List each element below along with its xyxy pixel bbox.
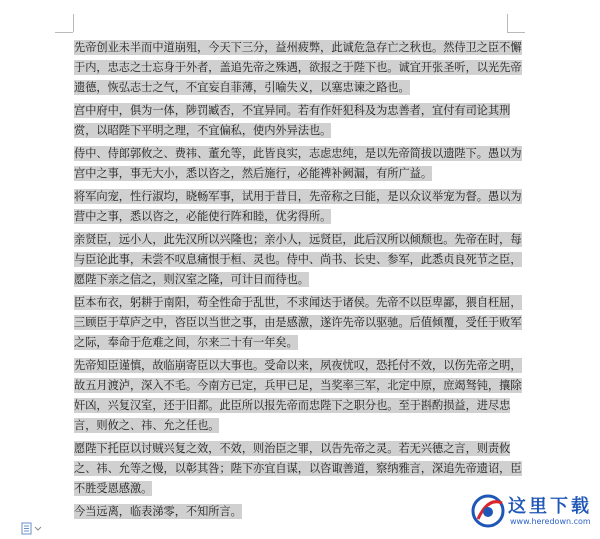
site-watermark — [470, 490, 595, 532]
page-layout-icon[interactable] — [21, 520, 51, 533]
watermark-name: 这里下载 — [508, 496, 592, 517]
paragraph[interactable] — [74, 230, 524, 290]
watermark-url: www.heredown.com — [510, 517, 591, 526]
paragraph-text[interactable]: 先帝创业未半而中道崩殂，今天下三分，益州疲弊，此诚危急存亡之秋也。然侍卫之臣不懈于内，忠志之士忘身于外者，盖追先帝之殊遇，欲报之于陛下也。诚宜开张圣听，以光先帝遗德，恢弘志士之气，不宜妄自菲薄，引喻失义，以塞忠谏之路也。 — [74, 41, 522, 94]
paragraph[interactable] — [74, 144, 524, 184]
paragraph[interactable] — [74, 502, 524, 522]
paragraph[interactable] — [74, 439, 524, 499]
document-body[interactable] — [74, 38, 524, 525]
paragraph-text[interactable]: 先帝知臣谨慎，故临崩寄臣以大事也。受命以来，夙夜忧叹，恐托付不效，以伤先帝之明，故五月渡泸，深入不毛。今南方已定，兵甲已足，当奖率三军，北定中原，庶竭驽钝，攘除奸凶，兴复汉室，还于旧都。此臣所以报先帝而忠陛下之职分也。至于斟酌损益，进尽忠言，则攸之、祎、允之任也。 — [74, 359, 522, 432]
paragraph-text[interactable]: 亲贤臣，远小人，此先汉所以兴隆也；亲小人，远贤臣，此后汉所以倾颓也。先帝在时，每与臣论此事，未尝不叹息痛恨于桓、灵也。侍中、尚书、长史、参军，此悉贞良死节之臣，愿陛下亲之信之，则汉室之隆，可计日而待也。 — [74, 233, 522, 286]
paragraph[interactable] — [74, 187, 524, 227]
paragraph-text[interactable]: 今当远离，临表涕零，不知所言。 — [74, 505, 242, 518]
crop-mark-top-right-horizontal — [507, 32, 525, 33]
crop-mark-top-left-horizontal — [55, 32, 73, 33]
paragraph-text[interactable]: 将军向宠，性行淑均，晓畅军事，试用于昔日，先帝称之曰能，是以众议举宠为督。愚以为营中之事，悉以咨之，必能使行阵和睦，优劣得所。 — [74, 190, 522, 223]
paragraph-text[interactable]: 愿陛下托臣以讨贼兴复之效，不效，则治臣之罪，以告先帝之灵。若无兴德之言，则责攸之、祎、允等之慢，以彰其咎；陛下亦宜自谋，以咨诹善道，察纳雅言，深追先帝遗诏，臣不胜受恩感激。 — [74, 442, 522, 495]
crop-mark-top-left-vertical — [73, 14, 74, 32]
paragraph-text[interactable]: 臣本布衣，躬耕于南阳，苟全性命于乱世，不求闻达于诸侯。先帝不以臣卑鄙，猥自枉屈，三顾臣于草庐之中，咨臣以当世之事，由是感激，遂许先帝以驱驰。后值倾覆，受任于败军之际，奉命于危难之间，尔来二十有一年矣。 — [74, 296, 522, 349]
site-logo-icon — [470, 491, 510, 531]
paragraph-text[interactable]: 侍中、侍郎郭攸之、费祎、董允等，此皆良实，志虑忠纯，是以先帝简拔以遗陛下。愚以为宫中之事，事无大小，悉以咨之，然后施行，必能裨补阙漏，有所广益。 — [74, 147, 522, 180]
paragraph-text[interactable]: 宫中府中，俱为一体，陟罚臧否，不宜异同。若有作奸犯科及为忠善者，宜付有司论其刑赏，以昭陛下平明之理，不宜偏私，使内外异法也。 — [74, 104, 511, 137]
paragraph[interactable] — [74, 293, 524, 353]
paragraph[interactable] — [74, 101, 524, 141]
paragraph[interactable] — [74, 38, 524, 98]
paragraph[interactable] — [74, 356, 524, 436]
crop-mark-top-right-vertical — [507, 14, 508, 32]
